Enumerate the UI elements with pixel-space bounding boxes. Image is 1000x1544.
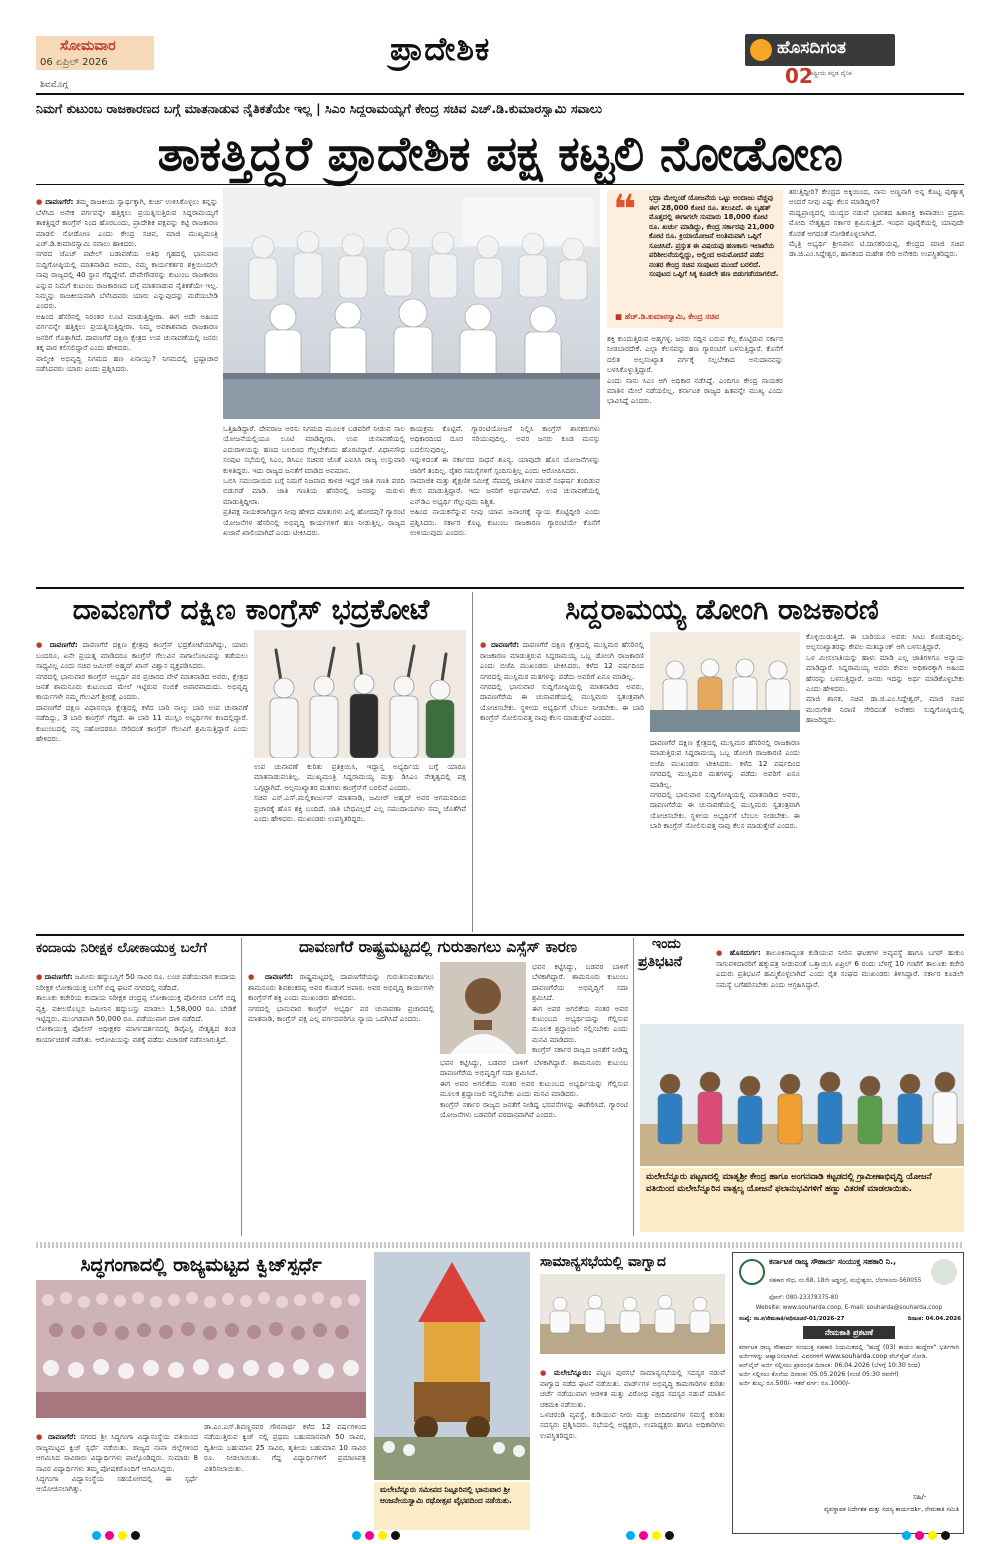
gurutu-body-left (248, 962, 434, 1232)
quote-text: ಭದ್ರಾ ಮೇಲ್ದಂಡೆ ಯೋಜನೆಯ ಒಟ್ಟು ಅಂದಾಜು ವೆಚ್ಚವು ಈಗ 28,000 ಕೋಟಿ ರೂ. ತಲುಪಿದೆ. ಈ ಬೃಹತ್ ಮೊತ್ತದಲ್ಲಿ ಈಗಾಗಲೇ ಸುಮಾರು 18,000 ಕೋಟಿ ರೂ. ಖರ್ಚು ಮಾಡಿದ್ದು, ಕೇಂದ್ರ ಸರ್ಕಾರವು 21,000 ಕೋಟಿ ರೂ. ಕ್ರಿಯಾಯೋಜನೆ ಅಂತಿಮವಾಗಿ ಒಪ್ಪಿಗೆ ಸೂಚಿಸಿದೆ. ಪ್ರಸ್ತುತ ಈ ವಿಷಯವು ಹಣಕಾಸು ಇಲಾಖೆಯ ಪರಿಶೀಲನೆಯಲ್ಲಿದ್ದು, ಅಲ್ಲಿಂದ ಅನುಮೋದನೆ ಪಡೆದ ನಂತರ ಕೇಂದ್ರ ಸಚಿವ ಸಂಪುಟದ ಮುಂದೆ ಬರಲಿದೆ. ಸಂಪುಟದ ಒಪ್ಪಿಗೆ ಸಿಕ್ಕ ಕೂಡಲೇ ಹಣ ಬಿಡುಗಡೆಯಾಗಲಿದೆ. (649, 194, 779, 278)
masthead-date: 06 ಏಪ್ರಿಲ್ 2026 (40, 57, 108, 68)
quiz-headline: ಸಿದ್ಧಗಂಗಾದಲ್ಲಿ ರಾಜ್ಯಮಟ್ಟದ ಕ್ವಿಜ್‌ಸ್ಪರ್ಧೆ (80, 1254, 322, 1276)
column-divider (472, 592, 473, 932)
chariot-caption: ಮಲೇಬೆನ್ನೂರು ಸಮೀಪದ ನಿಟ್ಟೂರಿನಲ್ಲಿ ಭಾನುವಾರ ಶ್ರೀ ಆಂಜನೇಯಸ್ವಾಮಿ ರಥೋತ್ಸವ ವೈಭವದಿಂದ ನಡೆಯಿತು. (374, 1482, 530, 1530)
rally-illustration (254, 630, 466, 758)
bhadra-body-left (36, 630, 248, 930)
reg-dot-magenta (639, 1531, 648, 1540)
edition-name: ಶಿವಮೊಗ್ಗ (40, 80, 68, 90)
dongi-body-mid: ದಾವಣಗೆರೆ ದಕ್ಷಿಣ ಕ್ಷೇತ್ರದಲ್ಲಿ ಮುಸ್ಲಿಮರ ಹೆಸರಿನಲ್ಲಿ ರಾಜಕಾರಣ ಮಾಡುತ್ತಿರುವ ಸಿದ್ದರಾಮಯ್ಯ ಒಬ್ಬ ಡೋಂಗಿ ರಾಜಕಾರಣಿ ಎಂದು ಬಿಜೆಪಿ ಮುಖಂಡರು ಟೀಕಿಸಿದರು. ಕಳೆದ 12 ವರ್ಷದಿಂದ ನಗರದಲ್ಲಿ ಮುಸ್ಲಿಮರ ಮತಗಳನ್ನು ಪಡೆದು ಅವರಿಗೆ ಏನೂ ಮಾಡಿಲ್ಲ. ನಗರದಲ್ಲಿ ಭಾನುವಾರ ಸುದ್ದಿಗೋಷ್ಠಿಯಲ್ಲಿ ಮಾತನಾಡಿದ ಅವರು, ದಾವಣಗೆರೆಯ ಈ ಚುನಾವಣೆಯಲ್ಲಿ ಮುಸ್ಲಿಮರು ಸ್ವತಂತ್ರವಾಗಿ ಯೋಚಿಸಬೇಕು. ಸ್ಥಳೀಯ ಅಭ್ಯರ್ಥಿಗೆ ಬೆಂಬಲ ನೀಡಬೇಕು. ಈ ಬಾರಿ ಕಾಂಗ್ರೆಸ್ ಸೋಲಿಸುವತ್ತ ನಾವು ಕೆಲಸ ಮಾಡುತ್ತೇವೆ ಎಂದರು. (650, 738, 800, 831)
chariot-illustration (374, 1252, 530, 1480)
meeting-illustration (650, 632, 800, 732)
reg-dot-yellow (118, 1531, 127, 1540)
masthead-day: ಸೋಮವಾರ (60, 38, 116, 54)
section-rule-1 (36, 587, 964, 589)
bullet-icon: ● (540, 1368, 549, 1378)
vagvada-body (540, 1358, 725, 1530)
dongi-dateline: ದಾವಣಗೆರೆ: (491, 640, 520, 650)
bhadra-headline: ದಾವಣಗೆರೆ ದಕ್ಷಿಣ ಕಾಂಗ್ರೆಸ್ ಭದ್ರಕೋಟೆ (72, 593, 430, 626)
lead-photo (223, 187, 600, 419)
section-title: ಪ್ರಾದೇಶಿಕ (390, 30, 491, 68)
vagvada-dateline: ಮಲೇಬೆನ್ನೂರು: (553, 1368, 592, 1378)
reg-dot-black (131, 1531, 140, 1540)
pratibhatane-body (716, 938, 964, 1020)
lead-col1 (36, 187, 218, 582)
gurutu-body-right: ಭವನ ಕಟ್ಟಿಸಿದ್ದು, ಬಡವರ ಬಾಳಿಗೆ ಬೆಳಕಾಗಿದ್ದಾರೆ. ಶಾಮನೂರು ಕುಟುಂಬ ದಾವಣಗೆರೆಯ ಅಭಿವೃದ್ಧಿಗೆ ಸದಾ ಶ್ರಮಿಸಿದೆ. ಈಗ ಅವರ ಅಗಲಿಕೆಯ ನಂತರ ಅವರ ಕುಟುಂಬದ ಅಭ್ಯರ್ಥಿಯನ್ನು ಗೆಲ್ಲಿಸುವ ಮೂಲಕ ಶ್ರದ್ಧಾಂಜಲಿ ಸಲ್ಲಿಸಬೇಕು ಎಂದು ಮನವಿ ಮಾಡಿದರು. ಕಾಂಗ್ರೆಸ್ ಸರ್ಕಾರ ರಾಜ್ಯದ ಜನತೆಗೆ ನೀಡಿದ್ದ (532, 962, 628, 1054)
pratibhatane-headline-1: ಇಂದು (652, 936, 681, 952)
reg-dot-black (391, 1531, 400, 1540)
sun-icon (750, 39, 772, 61)
bullet-icon: ● (36, 972, 43, 982)
anganwadi-illustration (640, 1024, 964, 1166)
person-portrait-icon (440, 962, 526, 1054)
lead-col1-text: ತಮ್ಮ ರಾಜಕೀಯ ಸ್ವಾರ್ಥಕ್ಕಾಗಿ, ಕುರ್ಚಿ ಉಳಿಸಿಕೊಳ್ಳಲು ತನ್ನನ್ನು ಬೆಳೆಸಿದ ಅನೇಕ ವರ್ಗವನ್ನೇ ಹತ್ತಿಕ್ಕಲು ಪ್ರಯತ್ನಿಸುತ್ತಿರುವ ಸಿದ್ದರಾಮಯ್ಯಗೆ ತಾಕತ್ತಿದ್ದರೆ ಕಾಂಗ್ರೆಸ್ ನಿಂದ ಹೊರಬಂದು, ಪ್ರಾದೇಶಿಕ ಪಕ್ಷವನ್ನು ಕಟ್ಟಿ ರಾಜಕಾರಣ ಮಾಡಲಿ ನೋಡೋಣ ಎಂದು ಕೇಂದ್ರ ಸಚಿವ, ಮಾಜಿ ಮುಖ್ಯಮಂತ್ರಿ ಎಚ್.ಡಿ.ಕುಮಾರಸ್ವಾಮಿ ಸವಾಲು ಹಾಕಿದರು. ನಗರದ ಜೆಎಚ್ ಪಟೇಲ್ ಬಡಾವಣೆಯ ಅತಿಥಿ ಗೃಹದಲ್ಲಿ ಭಾನುವಾರ ಸುದ್ದಿಗೋಷ್ಠಿಯಲ್ಲಿ ಮಾತನಾಡಿದ ಅವರು, ನಮ್ಮ ಕಾರ್ಯಕರ್ತರ ಶಕ್ತಿಯಿಂದಲೇ ನಾವು ರಾಜ್ಯದಲ್ಲಿ 40 ಸ್ಥಾನ ಗೆದ್ದಿದ್ದೇವೆ. ದೇವೇಗೌಡರನ್ನು ಕುಟುಂಬ ರಾಜಕಾರಣ ಎನ್ನುವ ನಿಮಗೆ ಕುಟುಂಬ ರಾಜಕಾರಣದ ಬಗ್ಗೆ ಮಾತನಾಡುವ ನೈತಿಕತೆಯೇ ಇಲ್ಲ. ನಿಮ್ಮನ್ನು ರಾಜಕೀಯವಾಗಿ ಬೆಳೆಸಿದವರು ಯಾರು ಎನ್ನುವುದನ್ನು ಮರೆಯಬೇಡಿ ಎಂದರು. ಅಹಿಂದ ಹೆಸರಿನಲ್ಲಿ ನಿರಂತರ ಲೂಟಿ ಮಾಡುತ್ತಿದ್ದೀರಾ. ಈಗ ಅದೇ ಅಹಿಂದ ವರ್ಗವನ್ನೇ ಹತ್ತಿಕ್ಕಲು ಪ್ರಯತ್ನಿಸುತ್ತಿದ್ದೀರಾ. ನಿಮ್ಮ ಅವಕಾಶವಾದಿ ರಾಜಕಾರಣ ಜನರಿಗೆ ಗೊತ್ತಾಗಿದೆ. ದಾವಣಗೆರೆ ದಕ್ಷಿಣ ಕ್ಷೇತ್ರದ ಉಪ ಚುನಾವಣೆಯಲ್ಲಿ ಜನರು ತಕ್ಕ ಪಾಠ ಕಲಿಸಲಿದ್ದಾರೆ ಎಂದು ಹೇಳಿದರು. ವಾಲ್ಮೀಕಿ ಅಭಿವೃದ್ಧಿ ನಿಗಮದ ಹಣ ಏನಾಯ್ತು? ನಿಗಮದಲ್ಲಿ ಭ್ರಷ್ಟಾಚಾರ ನಡೆಸಿದವರು ಯಾರು ಎಂದು ಪ್ರಶ್ನಿಸಿದರು. (36, 197, 218, 373)
reg-dot-yellow (378, 1531, 387, 1540)
dongi-photo (650, 632, 800, 732)
lead-dateline: ದಾವಣಗೆರೆ: (45, 197, 74, 207)
brand-tagline: ರಾಷ್ಟ್ರೀಯ ಕನ್ನಡ ದೈನಿಕ (808, 70, 852, 77)
notice-signature: ಸಹಿ/- (913, 1493, 927, 1501)
notice-body: ಕರ್ನಾಟಕ ರಾಜ್ಯ ಸೌಹಾರ್ದ ಸಂಯುಕ್ತ ಸಹಕಾರಿ ನಿಯಮಿತದಲ್ಲಿ "ಹುದ್ದೆ (03) ಕಾಯಂ ಹುದ್ದೆಗಳ" ಭರ್ತಿಗಾಗಿ ಅರ್ಜಿಗಳನ್ನು ಆಹ್ವಾನಿಸಲಾಗಿದೆ. ವಿವರಗಳಿಗೆ www.souharda.coop ವೆಬ್‌ಸೈಟ್ ನೋಡಿ. ಆನ್‌ಲೈನ್ ಅರ್ಜಿ ಸಲ್ಲಿಸಲು ಪ್ರಾರಂಭಿಕ ದಿನಾಂಕ: 06.04.2026 (ಬೆಳಗ್ಗೆ 10:30 ರಿಂದ) ಅರ್ಜಿ ಸಲ್ಲಿಸಲು ಕೊನೆಯ ದಿನಾಂಕ: 05.05.2026 (ಸಂಜೆ 05:30 ರವರೆಗೆ) ಅರ್ಜಿ ಶುಲ್ಕ: ರೂ.500/- ಇತರೆ ವರ್ಗ: ರೂ.1000/- (739, 1344, 959, 1387)
reg-dot-magenta (915, 1531, 924, 1540)
pratibhatane-photo (640, 1024, 964, 1166)
recruitment-notice (732, 1252, 964, 1534)
notice-title: ನೇಮಕಾತಿ ಪ್ರಕಟಣೆ (803, 1326, 895, 1339)
reg-dot-cyan (92, 1531, 101, 1540)
vagvada-headline: ಸಾಮಾನ್ಯಸಭೆಯಲ್ಲಿ ವಾಗ್ವಾದ (540, 1254, 666, 1270)
pratibhatane-dateline: ಹೊಸದುರ್ಗ: (729, 948, 761, 958)
quote-attribution: ■ ಹೆಚ್.ಡಿ.ಕುಮಾರಸ್ವಾಮಿ, ಕೇಂದ್ರ ಸಚಿವ (615, 312, 720, 321)
dongi-body-left (480, 630, 644, 930)
notice-phone: ಫೋನ್: 080-23378375-80 (769, 1295, 839, 1301)
masthead (0, 0, 1000, 96)
chariot-photo (374, 1252, 530, 1480)
bullet-icon: ● (36, 640, 45, 650)
reg-dot-yellow (652, 1531, 661, 1540)
bullet-icon: ● (716, 948, 725, 958)
page-number: 02 (785, 64, 813, 88)
gurutu-body-text: ರಾಷ್ಟ್ರಮಟ್ಟದಲ್ಲಿ ದಾವಣಗೆರೆಯನ್ನು ಗುರುತಿಸುವಂತಾಗಲು ಶಾಮನೂರು ಶಿವಶಂಕರಪ್ಪ ಅವರ ಕೊಡುಗೆ ಅಪಾರ. ಅವರ ಅಭಿವೃದ್ಧಿ ಕಾರ್ಯಗಳೇ ಕಾಂಗ್ರೆಸ್‌ಗೆ ಶಕ್ತಿ ಎಂದು ಮುಖಂಡರು ಹೇಳಿದರು. ನಗರದಲ್ಲಿ ಭಾನುವಾರ ಕಾಂಗ್ರೆಸ್ ಅಭ್ಯರ್ಥಿ ಪರ ಚುನಾವಣಾ ಪ್ರಚಾರದಲ್ಲಿ ಮಾತನಾಡಿ, ಕಾಂಗ್ರೆಸ್ ಪಕ್ಷ ಎಲ್ಲ ವರ್ಗದವರಿಗೂ ನ್ಯಾಯ ಒದಗಿಸಿದೆ ಎಂದರು. (248, 972, 434, 1024)
reg-dot-cyan (626, 1531, 635, 1540)
org-emblem-icon (739, 1259, 765, 1285)
gurutu-headline: ದಾವಣಗೆರೆ ರಾಷ್ಟ್ರಮಟ್ಟದಲ್ಲಿ ಗುರುತಾಗಲು ಎಸ್ಸೆಸ್ ಕಾರಣ (298, 938, 577, 956)
brand-logo (745, 34, 895, 66)
lokayukta-body-text: ಜಮೀನು ಹದ್ದುಬಸ್ತಿಗೆ 50 ಸಾವಿರ ರೂ. ಲಂಚ ಪಡೆಯುವಾಗ ಕಂದಾಯ ನಿರೀಕ್ಷಕ ಲೋಕಾಯುಕ್ತ ಬಲೆಗೆ ಬಿದ್ದ ಘಟನೆ ನಗರದಲ್ಲಿ ನಡೆದಿದೆ. ತಾಲೂಕು ಕಚೇರಿಯ ಕಂದಾಯ ನಿರೀಕ್ಷಕ ಚಂದ್ರಪ್ಪ ಲೋಕಾಯುಕ್ತ ಪೊಲೀಸರ ಬಲೆಗೆ ಬಿದ್ದ ವ್ಯಕ್ತಿ. ವಕೀಲರೊಬ್ಬರ ಜಮೀನಿನ ಹದ್ದುಬಸ್ತು ಮಾಡಲು 1,58,000 ರೂ. ಬೇಡಿಕೆ ಇಟ್ಟಿದ್ದರು. ಮುಂಗಡವಾಗಿ 50,000 ರೂ. ಪಡೆಯುವಾಗ ದಾಳಿ ನಡೆದಿದೆ. ಲೋಕಾಯುಕ್ತ ಪೊಲೀಸ್ ಅಧೀಕ್ಷಕರ ಮಾರ್ಗದರ್ಶನದಲ್ಲಿ ಡಿವೈಎಸ್ಪಿ ನೇತೃತ್ವದ ತಂಡ ಕಾರ್ಯಾಚರಣೆ ನಡೆಸಿತು. ಆರೋಪಿಯನ್ನು ವಶಕ್ಕೆ ಪಡೆದು ವಿಚಾರಣೆ ನಡೆಸಲಾಗುತ್ತಿದೆ. (36, 972, 236, 1044)
masthead-rule (36, 93, 964, 95)
lead-col4: ಶಕ್ತಿ ಕುಂದುತ್ತಿರುವ ಅಹ್ಮಗಳ್ಳ. ಜನರು ಸದ್ದಿನ ಬರುವ ಕೆಲ್ಸ ಕೊಟ್ಟಿರುವ ಸರ್ಕಾರ ನೀಡಬಾರದೇಕೆ. ಎಲ್ಲಾ ಕೆಲಸವನ್ನು ಹಣ ಗ್ಯಾರಂಟಿಗೆ ಬಳಸುತ್ತಿದ್ದಾರೆ. ಕೊನೆಗೆ ದಲಿತ ಅಲ್ಪಸಂಖ್ಯಾತ ವರ್ಗಕ್ಕೆ ಸಲ್ಲಬೇಕಾದ ಅನುದಾನವನ್ನು ಬಳಸಿಕೊಳ್ಳುತ್ತಿದ್ದಾರೆ. ಎಂದು ನಾನು ಸಿಎಂ ಆಗಿ ಅಧಿಕಾರ ನಡೆಸಿದ್ದೆ. ಎಂದಿಗೂ ಕೇಂದ್ರ ನಾಯಕರ ಮಾತಿನ ಮೇಲೆ ನಡೆಯಲಿಲ್ಲ. ಕರ್ನಾಟಕ ರಾಜ್ಯದ ಹಿತವನ್ನೇ ಮುಖ್ಯ ಎಂದು ಭಾವಿಸಿದ್ದೆ ಎಂದರು. (607, 334, 783, 406)
pratibhatane-caption: ಮಲೇಬೆನ್ನೂರು ಪಟ್ಟಣದಲ್ಲಿ ಮಾತೃಶ್ರೀ ಕೇಂದ್ರ ಹಾಗೂ ಅಂಗನವಾಡಿ ಕಟ್ಟಡದಲ್ಲಿ ಗ್ರಾಮೀಣಾಭಿವೃದ್ಧಿ ಯೋಜನೆ ವತಿಯಿಂದ ಮಲೇಬೆನ್ನೂರಿನ ವಾತ್ಸಲ್ಯ ಯೋಜನೆ ಫಲಾನುಭವಿಗಳಿಗೆ ಹಣ್ಣು ವಿತರಣೆ ಮಾಡಲಾಯಿತು. (640, 1168, 964, 1232)
press-meet-illustration (223, 187, 600, 419)
dongi-body-right: ಕೊಳ್ಳಿಯಿಡುತ್ತಿದೆ. ಈ ಬಾರಿಯೂ ಅವರು ಸೀಟು ಕೊಡುವುದಿಲ್ಲ. ಅಲ್ಪಸಂಖ್ಯಾತರನ್ನು ಕೇವಲ ಮತಬ್ಯಾಂಕ್ ಆಗಿ ಬಳಸುತ್ತಿದ್ದಾರೆ. ಒಳ ಮೀಸಲಾತಿಯನ್ನು ಹಾಳು ಮಾಡಿ ಎಲ್ಲ ಜಾತಿಗಳಿಗೂ ಅನ್ಯಾಯ ಮಾಡಿದ್ದಾರೆ. ಸಿದ್ದರಾಮಯ್ಯ ಅವರು ಕೇವಲ ಅಧಿಕಾರಕ್ಕಾಗಿ ಅಹಿಂದ ಹೆಸರನ್ನು ಬಳಸುತ್ತಿದ್ದಾರೆ. ಜನರು ಇದನ್ನು ಅರ್ಥ ಮಾಡಿಕೊಳ್ಳಬೇಕು ಎಂದು ಹೇಳಿದರು. ಮಾಜಿ ಶಾಸಕ, ಸಚಿವ ಡಾ.ಜಿ.ಎಂ.ಸಿದ್ದೇಶ್ವರ್, ಮಾಜಿ ಸಚಿವ ಮುರುಗೇಶ ನಿರಾಣಿ ಸೇರಿದಂತೆ ಅನೇಕರು ಸುದ್ದಿಗೋಷ್ಠಿಯಲ್ಲಿ ಹಾಜರಿದ್ದರು. (806, 632, 964, 725)
lead-headline: ತಾಕತ್ತಿದ್ದರೆ ಪ್ರಾದೇಶಿಕ ಪಕ್ಷ ಕಟ್ಟಲಿ ನೋಡೋಣ (157, 126, 843, 182)
notice-org-name: ಕರ್ನಾಟಕ ರಾಜ್ಯ ಸೌಹಾರ್ದ ಸಂಯುಕ್ತ ಸಹಕಾರಿ ನಿ., (769, 1257, 897, 1266)
quiz-body-right: ಡಾ.ಎಂ.ಎಸ್.ಶಿವಣ್ಣನವರ ಗೌರವಾರ್ಥ ಕಳೆದ 12 ವರ್ಷಗಳಿಂದ ನಡೆಯುತ್ತಿರುವ ಕ್ವಿಜ್ ನಲ್ಲಿ ಪ್ರಥಮ ಬಹುಮಾನವಾಗಿ 50 ಸಾವಿರ, ದ್ವಿತೀಯ ಬಹುಮಾನ 25 ಸಾವಿರ, ತೃತೀಯ ಬಹುಮಾನ 10 ಸಾವಿರ ರೂ. ನೀಡಲಾಯಿತು. ಗೆದ್ದ ವಿದ್ಯಾರ್ಥಿಗಳಿಗೆ ಪ್ರಮಾಣಪತ್ರ ವಿತರಿಸಲಾಯಿತು. (204, 1422, 366, 1473)
bhadra-body-right: ಉಪ ಚುನಾವಣೆ ಕುರಿತು ಪ್ರತಿಕ್ರಿಯಿಸಿ, ಇದ್ದಾಸ್ತ ಅಭ್ಯರ್ಥಿಯ ಬಗ್ಗೆ ಯಾರೂ ಮಾತನಾಡುವಂತಿಲ್ಲ. ಮುಖ್ಯಮಂತ್ರಿ ಸಿದ್ದರಾಮಯ್ಯ ಮತ್ತು ಡಿಸಿಎಂ ನೇತೃತ್ವದಲ್ಲಿ ಪಕ್ಷ ಒಗ್ಗಟ್ಟಾಗಿದೆ. ಅಲ್ಪಸಂಖ್ಯಾತರ ಮತಗಳು ಕಾಂಗ್ರೆಸ್‌ಗೆ ಬರಲಿವೆ ಎಂದರು. ಸಚಿವ ಎಸ್.ಎಸ್.ಮಲ್ಲಿಕಾರ್ಜುನ್ ಮಾತನಾಡಿ, ಜಮೀರ್ ಅಹ್ಮದ್ ಅವರ ಆಗಮನದಿಂದ ಪ್ರಚಾರಕ್ಕೆ ಹೊಸ ಶಕ್ತಿ ಬಂದಿದೆ. ಜಾತಿ ಬೇಧವಿಲ್ಲದೆ ಎಲ್ಲ ಸಮುದಾಯಗಳು ನಮ್ಮ ಜೊತೆಗಿವೆ ಎಂದು ಹೇಳಿದರು. ಮುಖಂಡರು ಉಪಸ್ಥಿತರಿದ್ದರು. (254, 762, 466, 824)
quiz-body-text: ನಗರದ ಶ್ರೀ ಸಿದ್ಧಗಂಗಾ ವಿದ್ಯಾಸಂಸ್ಥೆಯ ವತಿಯಿಂದ ರಾಜ್ಯಮಟ್ಟದ ಕ್ವಿಜ್ ಸ್ಪರ್ಧೆ ನಡೆಯಿತು. ರಾಜ್ಯದ ನಾನಾ ಜಿಲ್ಲೆಗಳಿಂದ ಆಗಮಿಸಿದ ಸಾವಿರಾರು ವಿದ್ಯಾರ್ಥಿಗಳು ಪಾಲ್ಗೊಂಡಿದ್ದರು. ಸುಮಾರು 8 ಸಾವಿರ ವಿದ್ಯಾರ್ಥಿಗಳು ತಮ್ಮ ಪೋಷಕರೊಂದಿಗೆ ಆಗಮಿಸಿದ್ದರು. ಸಿದ್ಧಗಂಗಾ ವಿದ್ಯಾಸಂಸ್ಥೆಯ ಸಹಯೋಗದಲ್ಲಿ ಈ ಸ್ಪರ್ಧೆ ಆಯೋಜಿಸಲಾಗಿತ್ತು. (36, 1432, 198, 1494)
pratibhatane-headline-2: ಪ್ರತಿಭಟನೆ (638, 954, 683, 970)
council-meeting-illustration (540, 1274, 725, 1354)
notice-web: Website: www.souharda.coop, E-mail: souharda@souharda.coop (755, 1305, 943, 1311)
reg-dot-black (941, 1531, 950, 1540)
notice-date: ದಿನಾಂಕ: 04.04.2026 (907, 1316, 961, 1322)
brand-name: ಹೊಸದಿಗಂತ (777, 38, 847, 58)
column-divider (633, 938, 634, 1236)
bhadra-body-text: ದಾವಣಗೆರೆ ದಕ್ಷಿಣ ಕ್ಷೇತ್ರವು ಕಾಂಗ್ರೆಸ್ ಭದ್ರಕೋಟೆಯಾಗಿದ್ದು, ಯಾರು ಬಂದರೂ, ಏನೇ ಪ್ರಯತ್ನ ಮಾಡಿದರೂ ಕಾಂಗ್ರೆಸ್ ಗೆಲುವಿನ ನಾಗಾಲೋಟವನ್ನು ತಡೆಯಲು ಸಾಧ್ಯವಿಲ್ಲ ಎಂದು ಸಚಿವ ಜಮೀರ್ ಅಹ್ಮದ್ ಖಾನ್ ವಿಶ್ವಾಸ ವ್ಯಕ್ತಪಡಿಸಿದರು. ನಗರದಲ್ಲಿ ಭಾನುವಾರ ಕಾಂಗ್ರೆಸ್ ಅಭ್ಯರ್ಥಿ ಪರ ಪ್ರಚಾರದ ವೇಳೆ ಮಾತನಾಡಿದ ಅವರು, ಕ್ಷೇತ್ರದ ಜನತೆ ಶಾಮನೂರು ಕುಟುಂಬದ ಮೇಲೆ ಇಟ್ಟಿರುವ ನಂಬಿಕೆ ಅಪಾರವಾದುದು. ಅಭಿವೃದ್ಧಿ ಕಾರ್ಯಗಳೇ ನಮ್ಮ ಗೆಲುವಿಗೆ ಶ್ರೀರಕ್ಷೆ ಎಂದರು. ದಾವಣಗೆರೆ ದಕ್ಷಿಣ ವಿಧಾನಸಭಾ ಕ್ಷೇತ್ರದಲ್ಲಿ ಕಳೆದ ಬಾರಿ ನಾಲ್ಕು ಬಾರಿ ಉಪ ಚುನಾವಣೆ ನಡೆದಿದ್ದು, 3 ಬಾರಿ ಕಾಂಗ್ರೆಸ್ ಗೆದ್ದಿದೆ. ಈ ಬಾರಿ 11 ಮುಸ್ಲಿಂ ಅಭ್ಯರ್ಥಿಗಳ ಕಣದಲ್ಲಿದ್ದಾರೆ. ಕುಟುಂಬದಲ್ಲಿ ನನ್ನ ಸಹೋದರರೂ ಸೇರಿದಂತೆ ಕಾಂಗ್ರೆಸ್ ಗೆಲುವಿಗೆ ಶ್ರಮಿಸುತ್ತಿದ್ದಾರೆ ಎಂದು ಹೇಳಿದರು. (36, 640, 248, 744)
dongi-headline: ಸಿದ್ದರಾಮಯ್ಯ ಡೋಂಗಿ ರಾಜಕಾರಣಿ (565, 593, 879, 626)
separator-band (36, 1242, 964, 1248)
gurutu-dateline: ದಾವಣಗೆರೆ: (265, 972, 294, 982)
reg-dot-yellow (928, 1531, 937, 1540)
bullet-icon: ● (36, 197, 43, 207)
lokayukta-headline: ಕಂದಾಯ ನಿರೀಕ್ಷಕ ಲೋಕಾಯುಕ್ತ ಬಲೆಗೆ (36, 940, 207, 956)
notice-org-address: ಸಹಕಾರ ಸೌಧ, ನಂ.68, 18ನೇ ಅಡ್ಡರಸ್ತೆ, ಮಲ್ಲೇಶ್ವರಂ, ಬೆಂಗಳೂರು-560055 (769, 1278, 922, 1284)
bhadra-dateline: ದಾವಣಗೆರೆ: (49, 640, 78, 650)
lokayukta-body (36, 962, 236, 1232)
pratibhatane-body-text: ತಾಲೂಕಿನಾದ್ಯಂತ ಕುಡಿಯುವ ನೀರಿನ ಘಟಕಗಳ ಅವ್ಯವಸ್ಥೆ ಹಾಗೂ ಬಗರ್ ಹುಕುಂ ಸಾಗುವಳಿದಾರರಿಗೆ ಹಕ್ಕುಪತ್ರ ನೀಡುವಂತೆ ಒತ್ತಾಯಿಸಿ ಏಪ್ರಿಲ್ 6 ರಂದು ಬೆಳಗ್ಗೆ 10 ಗಂಟೆಗೆ ತಾಲೂಕು ಕಚೇರಿ ಎದುರು ಪ್ರತಿಭಟನೆ ಹಮ್ಮಿಕೊಳ್ಳಲಾಗಿದೆ ಎಂದು ರೈತ ಸಂಘದ ಮುಖಂಡರು ತಿಳಿಸಿದ್ದಾರೆ. ಸರ್ಕಾರ ಕೂಡಲೇ ಸಮಸ್ಯೆ ಬಗೆಹರಿಸಬೇಕು ಎಂದು ಆಗ್ರಹಿಸಿದ್ದಾರೆ. (716, 948, 964, 989)
dongi-body-text: ದಾವಣಗೆರೆ ದಕ್ಷಿಣ ಕ್ಷೇತ್ರದಲ್ಲಿ ಮುಸ್ಲಿಮರ ಹೆಸರಿನಲ್ಲಿ ರಾಜಕಾರಣ ಮಾಡುತ್ತಿರುವ ಸಿದ್ದರಾಮಯ್ಯ ಒಬ್ಬ ಡೋಂಗಿ ರಾಜಕಾರಣಿ ಎಂದು ಬಿಜೆಪಿ ಮುಖಂಡರು ಟೀಕಿಸಿದರು. ಕಳೆದ 12 ವರ್ಷದಿಂದ ನಗರದಲ್ಲಿ ಮುಸ್ಲಿಮರ ಮತಗಳನ್ನು ಪಡೆದು ಅವರಿಗೆ ಏನೂ ಮಾಡಿಲ್ಲ. ನಗರದಲ್ಲಿ ಭಾನುವಾರ ಸುದ್ದಿಗೋಷ್ಠಿಯಲ್ಲಿ ಮಾತನಾಡಿದ ಅವರು, ದಾವಣಗೆರೆಯ ಈ ಚುನಾವಣೆಯಲ್ಲಿ ಮುಸ್ಲಿಮರು ಸ್ವತಂತ್ರವಾಗಿ ಯೋಚಿಸಬೇಕು. ಸ್ಥಳೀಯ ಅಭ್ಯರ್ಥಿಗೆ ಬೆಂಬಲ ನೀಡಬೇಕು. ಈ ಬಾರಿ ಕಾಂಗ್ರೆಸ್ ಸೋಲಿಸುವತ್ತ ನಾವು ಕೆಲಸ ಮಾಡುತ್ತೇವೆ ಎಂದರು. (480, 640, 644, 723)
reg-dot-cyan (902, 1531, 911, 1540)
gurutu-body-lower: ಭವನ ಕಟ್ಟಿಸಿದ್ದು, ಬಡವರ ಬಾಳಿಗೆ ಬೆಳಕಾಗಿದ್ದಾರೆ. ಶಾಮನೂರು ಕುಟುಂಬ ದಾವಣಗೆರೆಯ ಅಭಿವೃದ್ಧಿಗೆ ಸದಾ ಶ್ರಮಿಸಿದೆ. ಈಗ ಅವರ ಅಗಲಿಕೆಯ ನಂತರ ಅವರ ಕುಟುಂಬದ ಅಭ್ಯರ್ಥಿಯನ್ನು ಗೆಲ್ಲಿಸುವ ಮೂಲಕ ಶ್ರದ್ಧಾಂಜಲಿ ಸಲ್ಲಿಸಬೇಕು ಎಂದು ಮನವಿ ಮಾಡಿದರು. ಕಾಂಗ್ರೆಸ್ ಸರ್ಕಾರ ರಾಜ್ಯದ ಜನತೆಗೆ ನೀಡಿದ್ದ ಭರವಸೆಗಳನ್ನು ಈಡೇರಿಸಿದೆ. ಗ್ಯಾರಂಟಿ ಯೋಜನೆಗಳು ಬಡವರಿಗೆ ವರದಾನವಾಗಿವೆ ಎಂದರು. (440, 1058, 628, 1120)
quote-mark-icon: ❝ (613, 187, 637, 233)
crowd-illustration (36, 1280, 366, 1418)
lead-col5: ತರುತ್ತಿದ್ದೀರಿ? ಕೇಂದ್ರದ ಅಕ್ಕಿಯಿಂದ, ನಾನು ಅಣ್ಣನಾಗಿ ಅನ್ನ ಕೊಟ್ಟ ಪುಣ್ಯಾತ್ಮ ಅಂದರೆ ನೀವು ಎಷ್ಟು ಕೆಲಸ ಮಾಡಿದ್ದೀರಿ? ಮಧ್ಯಪ್ರಾಚ್ಯದಲ್ಲಿ ಯುದ್ಧದ ನಡುವೆ ಭಾರತದ ಹಿತಾಸಕ್ತಿ ಕಾಪಾಡಲು ಪ್ರಧಾನಿ ಮೋದಿ ನೇತೃತ್ವದ ಸರ್ಕಾರ ಶ್ರಮಿಸುತ್ತಿದೆ. ಇಂಧನ ಪೂರೈಕೆಯಲ್ಲಿ ಯಾವುದೇ ಕೊರತೆ ಆಗದಂತೆ ನೋಡಿಕೊಳ್ಳಲಾಗಿದೆ. ಮೈತ್ರಿ ಅಭ್ಯರ್ಥಿ ಶ್ರೀನಿವಾಸ ಟಿ.ದಾಸಕರಿಯಪ್ಪ, ಕೇಂದ್ರದ ಮಾಜಿ ಸಚಿವ ಡಾ.ಜಿ.ಎಂ.ಸಿದ್ದೇಶ್ವರ, ಹಾಸಕಂದ ಮಹೇಶ ಸೇರಿ ಅನೇಕರು ಉಪಸ್ಥಿತರಿದ್ದರು. (789, 187, 964, 259)
quote-box (607, 187, 783, 328)
lead-col2: ಒತ್ತಿಹಿಡಿದ್ದಾರೆ. ದೇವರಾಜ ಅರಸು ನಿಗಮದ ಮೂಲಕ ಬಡವರಿಗೆ ನೀಡುವ ಸಾಲ ಯೋಜನೆಯಲ್ಲಿಯೂ ಲೂಟಿ ಮಾಡಿದ್ದೀರಾ. ಉಪ ಚುನಾವಣೆಯಲ್ಲಿ ಎದುರಾಳಿಯನ್ನು ಹಣದ ಬಲದಿಂದ ಗೆಲ್ಲಬೇಕೆಂದು ಹೊರಟಿದ್ದಾರೆ. ವಿಧಾನಸೌಧ ಸಂಪುಟ ಸಭೆಯಲ್ಲಿ ಸಿಎಂ, ಡಿಸಿಎಂ ಸಚಿವರ ಜೊತೆ ಎಐಸಿಸಿ ರಾಜ್ಯ ಉಸ್ತುವಾರಿ ಕುಳಿತಿದ್ದರು. ಇದು ರಾಜ್ಯದ ಜನತೆಗೆ ಮಾಡಿದ ಅವಮಾನ. ಒಬಿಸಿ ಸಮುದಾಯದ ಬಗ್ಗೆ ನಿಮಗೆ ನಿಜವಾದ ಕಾಳಜಿ ಇದ್ದರೆ ಜಾತಿ ಗಣತಿ ವರದಿ ಬಿಡುಗಡೆ ಮಾಡಿ. ಜಾತಿ ಗಣತಿಯ ಹೆಸರಿನಲ್ಲಿ ಜನರನ್ನು ಮರುಳು ಮಾಡುತ್ತಿದ್ದೀರಾ. ಪ್ರತಿಪಕ್ಷ ನಾಯಕರಾಗಿದ್ದಾಗ ನೀವು ಹೇಳಿದ ಮಾತುಗಳು ಎಲ್ಲಿ ಹೋದವು? ಗ್ಯಾರಂಟಿ ಯೋಜನೆಗಳ ಹೆಸರಿನಲ್ಲಿ ಅಭಿವೃದ್ಧಿ ಕಾರ್ಯಗಳಿಗೆ ಹಣ ನೀಡುತ್ತಿಲ್ಲ. ರಾಜ್ಯದ ಖಜಾನೆ ಖಾಲಿಯಾಗಿದೆ ಎಂದು ಟೀಕಿಸಿದರು. (223, 424, 405, 538)
org-logo-icon (931, 1259, 957, 1285)
lead-rule (36, 184, 964, 185)
notice-signatory: ವ್ಯವಸ್ಥಾಪಕ ನಿರ್ದೇಶಕ ಮತ್ತು ಸದಸ್ಯ ಕಾರ್ಯದರ್ಶಿ, ನೇಮಕಾತಿ ಸಮಿತಿ (824, 1506, 959, 1513)
quiz-body-left (36, 1422, 198, 1526)
reg-dot-magenta (365, 1531, 374, 1540)
reg-dot-black (665, 1531, 674, 1540)
lokayukta-dateline: ದಾವಣಗೆರೆ: (44, 972, 73, 982)
column-divider (241, 938, 242, 1236)
vagvada-body-text: ಪಟ್ಟಣ ಪುರಸಭೆ ಸಾಮಾನ್ಯಸಭೆಯಲ್ಲಿ ಸದಸ್ಯರ ನಡುವೆ ವಾಗ್ವಾದ ನಡೆದ ಘಟನೆ ನಡೆಯಿತು. ವಾರ್ಡ್‌ಗಳ ಅಭಿವೃದ್ಧಿ ಕಾಮಗಾರಿಗಳ ಕುರಿತು ಚರ್ಚೆ ನಡೆಯುವಾಗ ಆಡಳಿತ ಮತ್ತು ವಿರೋಧ ಪಕ್ಷದ ಸದಸ್ಯರ ನಡುವೆ ಮಾತಿನ ಚಕಮಕಿ ನಡೆಯಿತು. ಒಳಚರಂಡಿ ವ್ಯವಸ್ಥೆ, ಕುಡಿಯುವ ನೀರು ಮತ್ತು ಬೀದಿದೀಪಗಳ ಸಮಸ್ಯೆ ಕುರಿತು ಸದಸ್ಯರು ಪ್ರಶ್ನಿಸಿದರು. ಸಭೆಯಲ್ಲಿ ಅಧ್ಯಕ್ಷರು, ಉಪಾಧ್ಯಕ್ಷರು ಹಾಗೂ ಅಧಿಕಾರಿಗಳು ಉಪಸ್ಥಿತರಿದ್ದರು. (540, 1368, 725, 1440)
bullet-icon: ● (480, 640, 488, 650)
lead-kicker: ನಿಮಗೆ ಕುಟುಂಬ ರಾಜಕಾರಣದ ಬಗ್ಗೆ ಮಾತನಾಡುವ ನೈತಿಕತೆಯೇ ಇಲ್ಲ | ಸಿಎಂ ಸಿದ್ದರಾಮಯ್ಯಗೆ ಕೇಂದ್ರ ಸಚಿವ ಎಚ್.ಡಿ.ಕುಮಾರಸ್ವಾಮಿ ಸವಾಲು (36, 101, 602, 116)
reg-dot-cyan (352, 1531, 361, 1540)
notice-ref: ಸಂಖ್ಯೆ: ಸಂ.ಕ/ನೇಮಕಾತಿ/ಅಧಿಸೂಚನೆ-01/2026-27 (739, 1316, 845, 1322)
reg-dot-magenta (105, 1531, 114, 1540)
bullet-icon: ● (36, 1432, 45, 1442)
vagvada-photo (540, 1274, 725, 1354)
bullet-icon: ● (248, 972, 259, 982)
quiz-photo (36, 1280, 366, 1418)
bhadra-photo (254, 630, 466, 758)
lead-col3: ಕಾಯಕ್ರಮ ಕೊಟ್ಟಿವೆ. ಗ್ಯಾರಂಟಿಯೋಜನೆ ನಿಲ್ಲಿಸಿ ಕಾಂಗ್ರೆಸ್ ಶಾಸಕರುಗಳು ಅಧಿಕಾರದಿಂದ ದೂರ ಸರಿಯುವುದಿಲ್ಲ. ಅವರ ಜನರು ಕೂಡ ಮನಸ್ಸು ಬದಲಿಸುವುದಿಲ್ಲ. ಇನ್ನುಳಿದಂತೆ ಈ ಸರ್ಕಾರದ ಸಾಧನೆ ಶೂನ್ಯ. ಯಾವುದೇ ಹೊಸ ಯೋಜನೆಗಳನ್ನು ಜಾರಿಗೆ ತಂದಿಲ್ಲ. ರೈತರ ಸಮಸ್ಯೆಗಳಿಗೆ ಸ್ಪಂದಿಸುತ್ತಿಲ್ಲ ಎಂದು ಆರೋಪಿಸಿದರು. ಸಾಮಾಜಿಕ ಮತ್ತು ಶೈಕ್ಷಣಿಕ ಸಮೀಕ್ಷೆ ನೆಪದಲ್ಲಿ ಜಾತಿಗಳ ನಡುವೆ ಸಂಘರ್ಷ ತಂದಿಡುವ ಕೆಲಸ ಮಾಡುತ್ತಿದ್ದಾರೆ. ಇದು ಜನರಿಗೆ ಅರ್ಥವಾಗಿದೆ. ಉಪ ಚುನಾವಣೆಯಲ್ಲಿ ಎನ್‌ಡಿಎ ಅಭ್ಯರ್ಥಿ ಗೆಲ್ಲುವುದು ನಿಶ್ಚಿತ. ಅಹಿಂದ ನಾಯಕನೆನ್ನುವ ನೀವು ಯಾವ ಜನಾಂಗಕ್ಕೆ ನ್ಯಾಯ ಕೊಟ್ಟಿದ್ದೀರಿ ಎಂದು ಪ್ರಶ್ನಿಸಿದರು. ಸರ್ಕಾರ ಕೊಟ್ಟ ಕುಟುಂಬ ರಾಜಕಾರಣ ಗ್ಯಾರಂಟಿಯೇ ಕೊನೆಗೆ ಉಳಿಯುವುದು ಎಂದರು. (410, 424, 600, 538)
quiz-dateline: ದಾವಣಗೆರೆ: (48, 1432, 77, 1442)
gurutu-portrait (440, 962, 526, 1054)
